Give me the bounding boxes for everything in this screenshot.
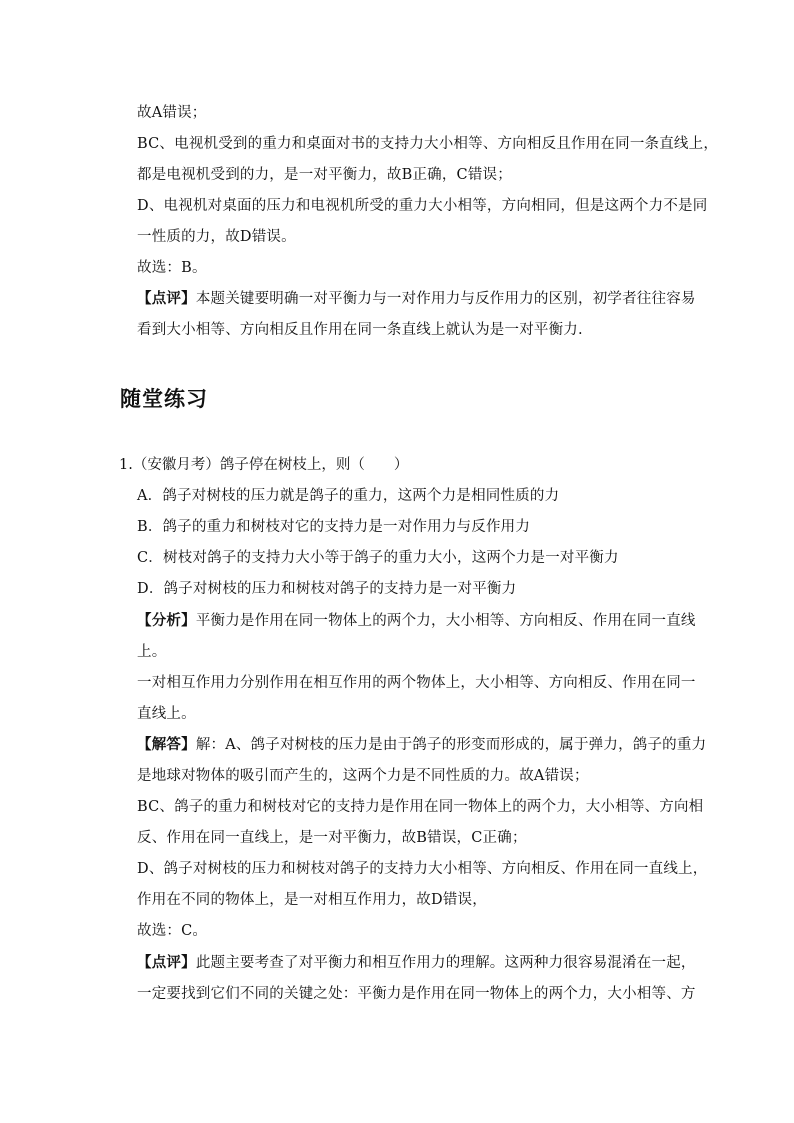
- answer-line-4: 反、作用在同一直线上，是一对平衡力，故B错误，C正确；: [137, 830, 527, 846]
- prev-solution-line-3: 都是电视机受到的力，是一对平衡力，故B正确，C错误；: [137, 167, 512, 183]
- answer-line-2: 是地球对物体的吸引而产生的，这两个力是不同性质的力。故A错误；: [137, 768, 589, 784]
- prev-comment-line-1: [137, 289, 696, 309]
- analysis-tag: 【分析】: [137, 612, 196, 629]
- analysis-line-2: 上。: [137, 644, 167, 660]
- prev-solution-line-2: BC、电视机受到的重力和桌面对书的支持力大小相等、方向相反且作用在同一条直线上，: [137, 136, 719, 152]
- question-1-option-d: D．鸽子对树枝的压力和树枝对鸽子的支持力是一对平衡力: [137, 581, 517, 597]
- prev-solution-line-5: 一性质的力，故D错误。: [137, 229, 296, 245]
- question-1-option-a: A．鸽子对树枝的压力就是鸽子的重力，这两个力是相同性质的力: [137, 488, 560, 504]
- comment-tag: 【点评】: [137, 290, 196, 307]
- answer-tag: 【解答】: [137, 736, 196, 753]
- analysis-line-3: 一对相互作用力分别作用在相互作用的两个物体上，大小相等、方向相反、作用在同一: [137, 675, 696, 691]
- prev-solution-line-4: D、电视机对桌面的压力和电视机所受的重力大小相等，方向相同，但是这两个力不是同: [137, 198, 708, 214]
- comment-text: 本题关键要明确一对平衡力与一对作用力与反作用力的区别，初学者往往容易: [195, 291, 696, 307]
- answer-line-6: 作用在不同的物体上，是一对相互作用力，故D错误，: [137, 892, 487, 908]
- question-1-stem: 1.（安徽月考）鸽子停在树枝上，则（ ）: [119, 457, 409, 473]
- comment-line-2: 一定要找到它们不同的关键之处：平衡力是作用在同一物体上的两个力，大小相等、方: [137, 986, 696, 1002]
- answer-line-3: BC、鸽子的重力和树枝对它的支持力是作用在同一物体上的两个力，大小相等、方向相: [137, 799, 704, 815]
- answer-line-1: [137, 735, 707, 755]
- answer-line-5: D、鸽子对树枝的压力和树枝对鸽子的支持力大小相等、方向相反、作用在同一直线上，: [137, 861, 708, 877]
- comment-tag: 【点评】: [137, 954, 196, 971]
- analysis-line-1: [137, 611, 696, 631]
- prev-comment-line-2: 看到大小相等、方向相反且作用在同一条直线上就认为是一对平衡力.: [137, 322, 583, 338]
- answer-choice: 故选：C。: [137, 923, 208, 939]
- comment-text: 此题主要考查了对平衡力和相互作用力的理解。这两种力很容易混淆在一起，: [195, 955, 696, 971]
- section-title: 随堂练习: [120, 387, 208, 411]
- analysis-text: 平衡力是作用在同一物体上的两个力，大小相等、方向相反、作用在同一直线: [195, 613, 696, 629]
- prev-solution-answer: 故选：B。: [137, 260, 207, 276]
- question-1-option-c: C．树枝对鸽子的支持力大小等于鸽子的重力大小，这两个力是一对平衡力: [137, 550, 619, 566]
- question-1-option-b: B．鸽子的重力和树枝对它的支持力是一对作用力与反作用力: [137, 519, 531, 535]
- comment-line-1: [137, 953, 696, 973]
- analysis-line-4: 直线上。: [137, 706, 196, 722]
- prev-solution-line-1: 故A错误；: [137, 105, 207, 121]
- answer-text: 解：A、鸽子对树枝的压力是由于鸽子的形变而形成的，属于弹力，鸽子的重力: [195, 737, 707, 753]
